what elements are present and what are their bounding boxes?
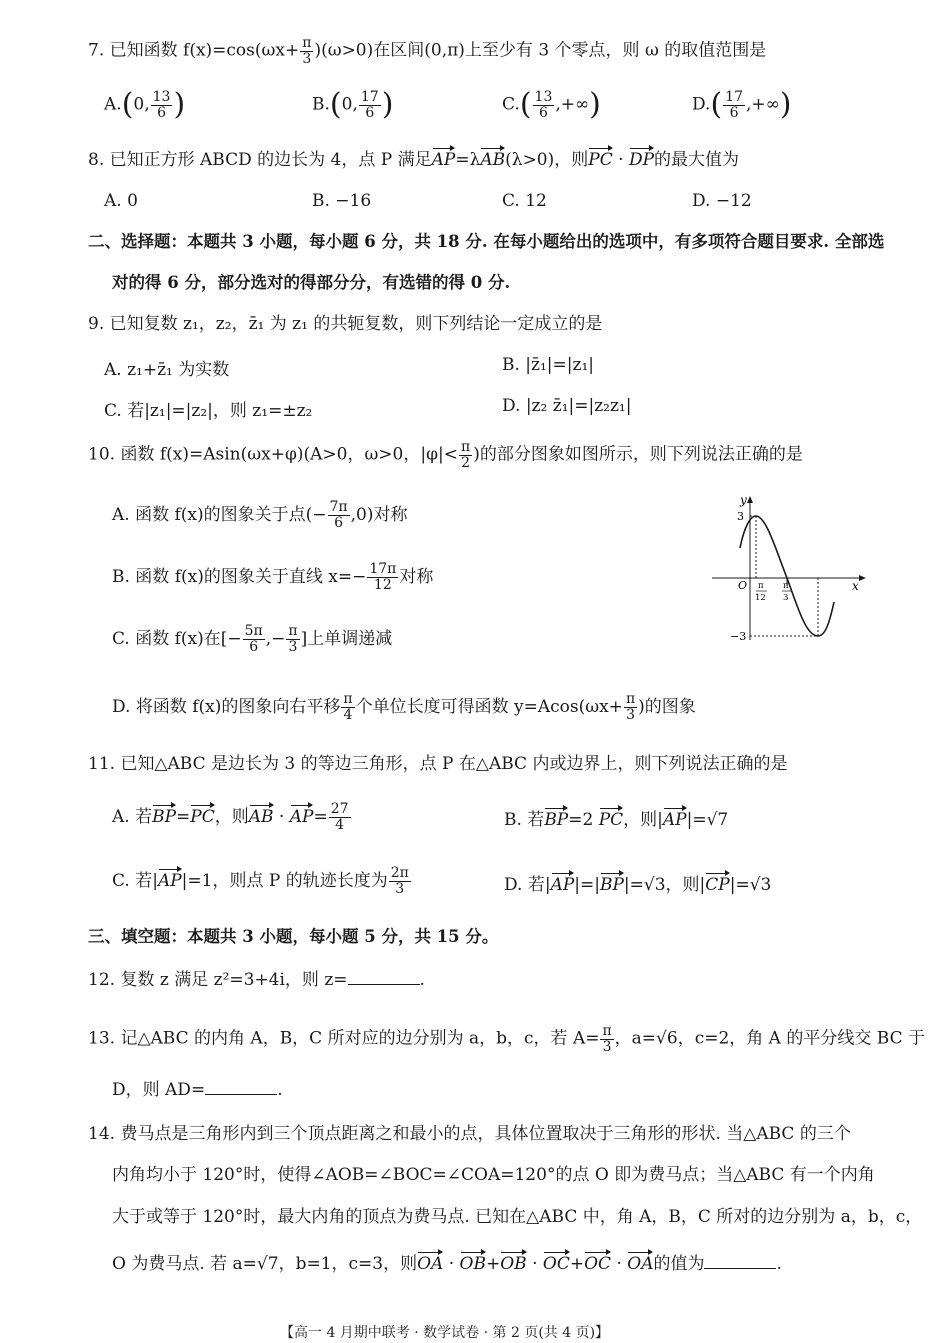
question-14-line-2: 内角均小于 120°时，使得∠AOB=∠BOC=∠COA=120°的点 O 即为费马点；当△ABC 有一个内角 bbox=[112, 1165, 875, 1185]
question-12: 12. 复数 z 满足 z²=3+4i，则 z= . bbox=[88, 970, 425, 990]
y-min-label: −3 bbox=[730, 630, 747, 643]
question-13: 13. 记△ABC 的内角 A，B，C 所对应的边分别为 a，b，c，若 A= $\frac{\pi}{3}$ ，a=√6，c=2，角 A 的平分线交 BC 于 bbox=[88, 1023, 925, 1055]
q9-option-a: A. z₁+z̄₁ 为实数 bbox=[104, 360, 230, 380]
question-14-line-1: 14. 费马点是三角形内到三个顶点距离之和最小的点，具体位置取决于三角形的形状. 当△ABC 的三个 bbox=[88, 1124, 851, 1144]
q9-option-b: B. |z̄₁|=|z₁| bbox=[502, 355, 594, 375]
section-3-heading: 三、填空题：本题共 3 小题，每小题 5 分，共 15 分。 bbox=[88, 927, 499, 946]
question-13-line-2: D，则 AD= . bbox=[112, 1080, 283, 1100]
q8-option-b: B. −16 bbox=[312, 191, 372, 211]
y-axis-label: y bbox=[740, 493, 747, 507]
q13-answer-blank[interactable] bbox=[205, 1094, 277, 1095]
x-axis-label: x bbox=[852, 579, 859, 593]
q12-answer-blank[interactable] bbox=[348, 984, 420, 985]
q9-option-c: C. 若|z₁|=|z₂|，则 z₁=±z₂ bbox=[104, 401, 313, 421]
question-11-stem: 11. 已知△ABC 是边长为 3 的等边三角形，点 P 在△ABC 内或边界上，则下列说法正确的是 bbox=[88, 754, 788, 774]
question-9-stem: 9. 已知复数 z₁，z₂，z̄₁ 为 z₁ 的共轭复数，则下列结论一定成立的是 bbox=[88, 314, 603, 334]
section-2-heading-cont: 对的得 6 分，部分选对的得部分分，有选错的得 0 分. bbox=[112, 273, 511, 292]
y-max-label: 3 bbox=[737, 510, 744, 523]
q11-option-b: B. 若BP=2 PC，则|AP|=√7 bbox=[504, 810, 729, 830]
q8-option-d: D. −12 bbox=[692, 191, 752, 211]
q7-option-a: A.(0, $\frac{13}{6}$ ) bbox=[104, 87, 186, 123]
q9-option-d: D. |z₂ z̄₁|=|z₂z₁| bbox=[502, 396, 632, 416]
q11-option-d: D. 若|AP|=|BP|=√3，则|CP|=√3 bbox=[504, 875, 772, 895]
question-7-stem: 7. 已知函数 f(x)=cos(ωx+ $\frac{\pi}{3}$ )(ω>0)在区间(0,π)上至少有 3 个零点，则 ω 的取值范围是 bbox=[88, 35, 767, 67]
page-footer: 【高一 4 月期中联考 · 数学试卷 · 第 2 页(共 4 页)】 bbox=[280, 1325, 610, 1341]
tick-1-den: 12 bbox=[755, 593, 766, 603]
q14-answer-blank[interactable] bbox=[704, 1268, 776, 1269]
q11-option-c: C. 若|AP|=1，则点 P 的轨迹长度为 $\frac{2\pi}{3}$ bbox=[112, 865, 409, 897]
sine-curve bbox=[740, 516, 834, 636]
q7-option-c: C.( $\frac{13}{6}$ ,+∞) bbox=[502, 87, 601, 123]
question-14-line-3: 大于或等于 120°时，最大内角的顶点为费马点. 已知在△ABC 中，角 A，B，C 所对的边分别为 a，b，c， bbox=[112, 1207, 923, 1227]
tick-2-den: 3 bbox=[783, 593, 789, 603]
q10-option-c: C. 函数 f(x)在[− $\frac{5\pi}{6}$ ,− $\frac{\pi}{3}$ ]上单调递减 bbox=[112, 623, 393, 655]
tick-2-num: π bbox=[783, 581, 789, 591]
q7-option-b: B.(0, $\frac{17}{6}$ ) bbox=[312, 87, 394, 123]
q10-option-d: D. 将函数 f(x)的图象向右平移 $\frac{\pi}{4}$ 个单位长度可得函数 y=Acos(ωx+ $\frac{\pi}{3}$ )的图象 bbox=[112, 691, 696, 723]
section-2-heading: 二、选择题：本题共 3 小题，每小题 6 分，共 18 分. 在每小题给出的选项中，有多项符合题目要求. 全部选 bbox=[88, 232, 885, 251]
x-axis-arrow-icon bbox=[859, 575, 866, 581]
y-axis-arrow-icon bbox=[747, 496, 753, 503]
q7-option-d: D.( $\frac{17}{6}$ ,+∞) bbox=[692, 87, 792, 123]
q10-sine-graph bbox=[710, 490, 870, 650]
tick-1-num: π bbox=[758, 581, 764, 591]
question-14-line-4: O 为费马点. 若 a=√7，b=1，c=3，则OA · OB+OB · OC+OC · OA的值为 . bbox=[112, 1254, 782, 1274]
q11-option-a: A. 若BP=PC，则AB · AP= $\frac{27}{4}$ bbox=[112, 801, 349, 833]
q8-option-a: A. 0 bbox=[104, 191, 138, 211]
origin-label: O bbox=[738, 579, 748, 592]
q10-option-b: B. 函数 f(x)的图象关于直线 x=− $\frac{17\pi}{12}$ 对称 bbox=[112, 561, 434, 593]
q8-option-c: C. 12 bbox=[502, 191, 547, 211]
question-8-stem: 8. 已知正方形 ABCD 的边长为 4，点 P 满足AP=λAB(λ>0)，则PC · DP的最大值为 bbox=[88, 150, 740, 170]
q10-option-a: A. 函数 f(x)的图象关于点(− $\frac{7\pi}{6}$ ,0)对称 bbox=[112, 499, 408, 531]
question-10-stem: 10. 函数 f(x)=Asin(ωx+φ)(A>0，ω>0，|φ|< $\frac{\pi}{2}$ )的部分图象如图所示，则下列说法正确的是 bbox=[88, 439, 803, 471]
